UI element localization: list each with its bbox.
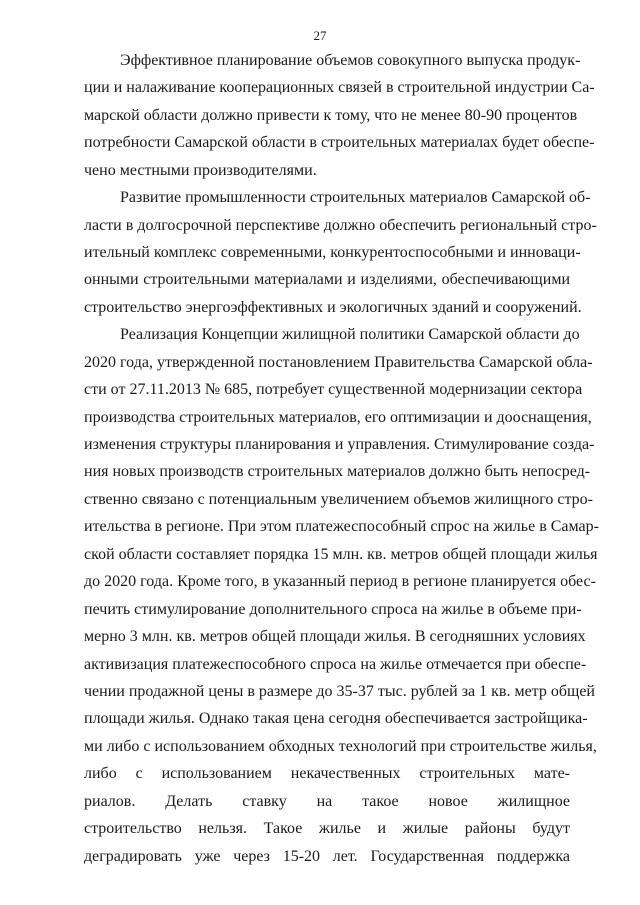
- text-line: Реализация Концепции жилищной политики Самарской области до: [120, 326, 580, 343]
- text-line: марской области должно привести к тому, что не менее 80-90 процентов: [84, 107, 578, 124]
- text-line: Эффективное планирование объемов совокупного выпуска продук-: [120, 52, 581, 69]
- text-line: ми либо с использованием обходных технологий при строительстве жилья,: [84, 738, 597, 755]
- text-line: ительства в регионе. При этом платежеспособный спрос на жилье в Самар-: [84, 518, 599, 535]
- text-line: мерно 3 млн. кв. метров общей площади жилья. В сегодняшних условиях: [84, 628, 586, 645]
- text-line: потребности Самарской области в строительных материалах будет обеспе-: [84, 134, 595, 151]
- text-line: ции и налаживание кооперационных связей в строительной индустрии Са-: [84, 79, 595, 96]
- text-line: активизация платежеспособного спроса на жилье отмечается при обеспе-: [84, 656, 587, 673]
- text-line: риалов. Делать ставку на такое новое жилищное: [84, 793, 570, 810]
- text-line: ительный комплекс современными, конкурентоспособными и инноваци-: [84, 244, 581, 261]
- text-line: чено местными производителями.: [84, 162, 317, 179]
- text-line: чении продажной цены в размере до 35-37 тыс. рублей за 1 кв. метр общей: [84, 683, 595, 700]
- page-number: 27: [313, 28, 327, 43]
- text-line: онными строительными материалами и изделиями, обеспечивающими: [84, 271, 570, 288]
- text-line: деградировать уже через 15-20 лет. Государственная поддержка: [84, 848, 570, 865]
- text-line: ния новых производств строительных материалов должно быть непосред-: [84, 463, 591, 480]
- text-line: Развитие промышленности строительных материалов Самарской об-: [120, 189, 591, 206]
- text-line: ласти в долгосрочной перспективе должно обеспечить региональный стро-: [84, 217, 597, 234]
- text-line: строительство нельзя. Такое жилье и жилые районы будут: [84, 820, 570, 837]
- text-line: до 2020 года. Кроме того, в указанный период в регионе планируется обес-: [84, 573, 596, 590]
- text-line: строительство энергоэффективных и экологичных зданий и сооружений.: [84, 299, 582, 316]
- text-line: ской области составляет порядка 15 млн. кв. метров общей площади жилья: [84, 546, 598, 563]
- text-line: производства строительных материалов, его оптимизации и дооснащения,: [84, 409, 592, 426]
- text-line: изменения структуры планирования и управления. Стимулирование созда-: [84, 436, 595, 453]
- text-line: либо с использованием некачественных строительных мате-: [84, 765, 570, 782]
- text-line: площади жилья. Однако такая цена сегодня обеспечивается застройщика-: [84, 710, 588, 727]
- text-line: ственно связано с потенциальным увеличением объемов жилищного стро-: [84, 491, 593, 508]
- text-line: печить стимулирование дополнительного спроса на жилье в объеме при-: [84, 601, 582, 618]
- text-line: сти от 27.11.2013 № 685, потребует существенной модернизации сектора: [84, 381, 583, 398]
- text-line: 2020 года, утвержденной постановлением Правительства Самарской обла-: [84, 354, 593, 371]
